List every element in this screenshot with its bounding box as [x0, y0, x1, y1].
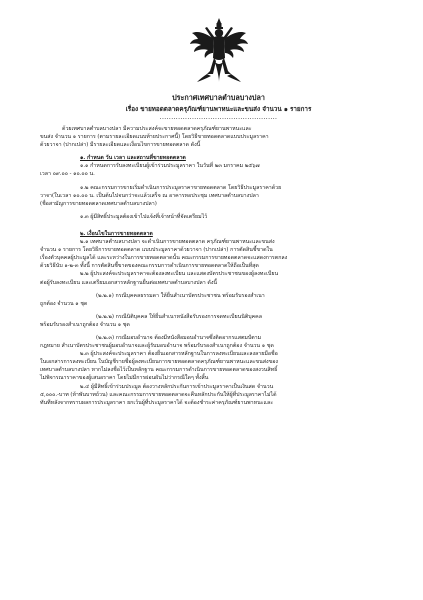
- section-2-4-line: ๒.๔ ผู้มีสิทธิ์เข้าร่วมประมูล ต้องวางหลักประกันการเข้าประมูลราคาเป็นเงินสด จำนวน: [80, 383, 274, 390]
- section-1-2-line: วาจา(ในเวลา ๑๐.๐๐ น. เป็นต้นไปจนกว่าจะแล้วเสร็จ ณ อาคารหอประชุม เทศบาลตำบลบางปลา: [40, 192, 259, 199]
- section-2-2-2-line: พร้อมรับรองสำเนาถูกต้อง จำนวน ๑ ชุด: [40, 321, 130, 328]
- section-1-1-line: ๑.๑ กำหนดการรับลงทะเบียนผู้เข้าร่วมประมูลราคา ในวันที่ ๒๓ มกราคม ๒๕๖๗: [80, 163, 260, 170]
- section-2-2-1-line: ถูกต้อง จำนวน ๑ ชุด: [40, 300, 88, 307]
- section-2-2-2-line: (๒.๒.๒) กรณีนิติบุคคล ให้ยื่นสำเนาหนังสือรับรองการจดทะเบียนนิติบุคคล: [96, 313, 262, 320]
- intro-line: ขนส่ง จำนวน ๑ รายการ (ตามรายละเอียดแนบท้ายประกาศนี้) โดยวิธีขายทอดตลาดแบบประมูลราคา: [40, 134, 269, 141]
- section-2-4-line: ๕,๐๐๐.-บาท (ห้าพันบาทถ้วน) และคณะกรรมการขายทอดตลาดจะคืนหลักประกันให้ผู้ที่ประมูลราคาไม่ได้: [40, 391, 277, 398]
- section-2-2-line: ๒.๒ ผู้ประสงค์จะประมูลราคาจะต้องลงทะเบียน และแสดงบัตรประชาชนของผู้ลงทะเบียน: [80, 271, 279, 278]
- section-2-2-1-line: (๒.๒.๑) กรณีบุคคลธรรมดา ให้ยื่นสำเนาบัตรประชาชน พร้อมรับรองสำเนา: [96, 292, 265, 299]
- section-2-1-line: ๒.๑ เทศบาลตำบลบางปลา จะดำเนินการขายทอดตลาด ครุภัณฑ์ยานพาหนะและขนส่ง: [80, 239, 275, 246]
- intro-line: ด้วยวาจา (ปากเปล่า) มีรายละเอียดและเงื่อนไขการขายทอดตลาด ดังนี้: [40, 142, 201, 149]
- dotted-divider: ...................................................: [159, 114, 278, 121]
- section-2-2-3-line: (๒.๒.๓) กรณีมอบอำนาจ ต้องมีหนังสือมอบอำนาจซึ่งติดอากรแสตมป์ตาม: [96, 334, 262, 341]
- intro-line: ด้วยเทศบาลตำบลบางปลา มีความประสงค์จะขายทอดตลาดครุภัณฑ์ยานพาหนะและ: [62, 126, 252, 132]
- section-2-heading: ๒. เงื่อนไขในการขายทอดตลาด: [80, 230, 153, 237]
- section-2-4-line: ทันทีหลังจากทราบผลการประมูลราคา ยกเว้นผู้ที่ประมูลราคาได้ จะต้องชำระค่าครุภัณฑ์ยานพาหนะและ: [40, 399, 274, 406]
- section-2-3-line: เทศบาลตำบลบางปลา หากไม่ลงชื่อไว้เป็นหลักฐาน คณะกรรมการดำเนินการขายทอดตลาดของสงวนสิทธิ์: [40, 367, 278, 374]
- section-2-2-3-line: กฎหมาย สำเนาบัตรประชาชนผู้มอบอำนาจและผู้รับมอบอำนาจ พร้อมรับรองสำเนาถูกต้อง จำนวน ๑ ชุด: [40, 343, 274, 350]
- section-2-1-line: จำนวน ๑ รายการ โดยวิธีการขายทอดตลาด แบบประมูลราคาด้วยวาจา (ปากเปล่า) การตัดสินชี้ขาดใน: [40, 247, 273, 254]
- section-2-3-line: ไม่พิจารณาราคาของผู้เสนอราคา โดยไม่มีการผ่อนผันไม่ว่ากรณีใดๆ ทั้งสิ้น: [40, 375, 209, 382]
- section-2-1-line: ด้วยวิธีนับ ๑-๒-๓ ทั้งนี้ การตัดสินชี้ขาดของคณะกรรมการดำเนินการขายทอดตลาดให้ถือเป็นที่สุด: [40, 263, 259, 270]
- section-1-2-line: ๑.๒ คณะกรรมการขายเริ่มดำเนินการประมูลราคาขายทอดตลาด โดยวิธีประมูลราคาด้วย: [80, 184, 282, 191]
- section-2-3-line: ๒.๓ ผู้ประสงค์จะประมูลราคา ต้องยื่นเอกสารหลักฐานในการลงทะเบียนและลงลายมือชื่อ: [80, 351, 278, 358]
- garuda-emblem-icon: [189, 16, 249, 84]
- announcement-subject: เรื่อง ขายทอดตลาดครุภัณฑ์ยานพาหนะและขนส่ง จำนวน ๑ รายการ: [125, 106, 312, 113]
- announcement-title: ประกาศเทศบาลตำบลบางปลา: [172, 93, 265, 102]
- section-1-heading: ๑. กำหนด วัน เวลา และสถานที่ขายทอดตลาด: [80, 155, 186, 162]
- section-1-1-line: เวลา ๐๙.๐๐ - ๑๐.๐๐ น.: [40, 171, 95, 178]
- section-1-2-line: (ชื่อสามัญการขายทอดตลาดเทศบาลตำบลบางปลา): [40, 200, 157, 207]
- section-1-3-line: ๑.๓ ผู้มีสิทธิ์ประมูลต้องเข้าไปแจ้งที่เจ้าหน้าที่จัดเตรียมไว้: [80, 213, 208, 220]
- section-2-2-line: ต่อผู้รับลงทะเบียน และเตรียมเอกสารหลักฐานยื่นต่อเทศบาลตำบลบางปลา ดังนี้: [40, 279, 218, 286]
- section-2-3-line: ในเอกสารการลงทะเบียน ในบัญชีรายชื่อผู้ลงทะเบียนการขายทอดตลาดครุภัณฑ์ยานพาหนะและขนส่งของ: [40, 359, 278, 366]
- section-2-1-line: เรื่องตัวบุคคลผู้ประมูลได้ และระหว่างในการขายทอดตลาดนั้น คณะกรรมการขายทอดตลาดจะแสดงการตกลง: [40, 255, 288, 262]
